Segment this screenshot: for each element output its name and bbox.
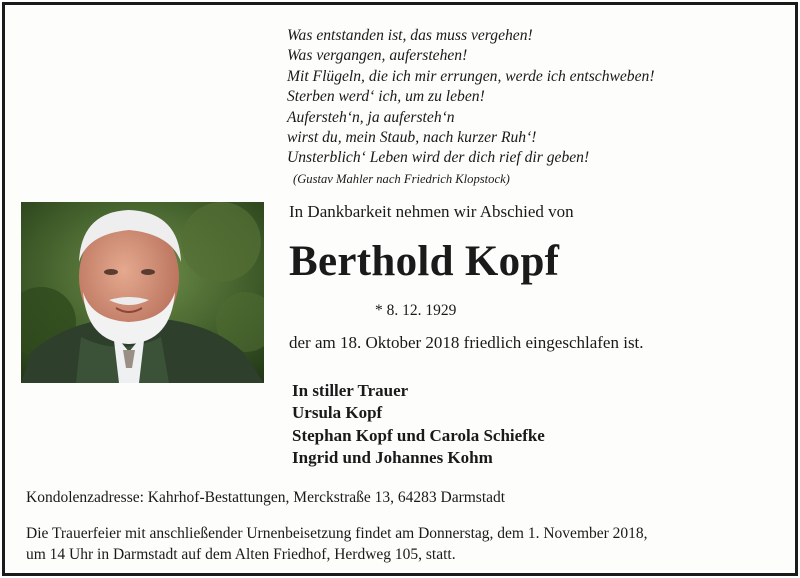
mourner-name: Stephan Kopf und Carola Schiefke	[292, 425, 545, 445]
poem-line: Aufersteh‘n, ja aufersteh‘n	[287, 108, 455, 126]
mourners-list	[292, 380, 545, 470]
condolence-address: Kondolenzadresse: Kahrhof-Bestattungen, Merckstraße 13, 64283 Darmstadt	[26, 489, 506, 506]
intro-text: In Dankbarkeit nehmen wir Abschied von	[289, 202, 574, 221]
poem-line: Mit Flügeln, die ich mir errungen, werde ich entschweben!	[287, 67, 655, 85]
service-line: Die Trauerfeier mit anschließender Urnenbeisetzung findet am Donnerstag, dem 1. November 2018,	[26, 525, 648, 542]
service-info	[26, 524, 648, 565]
poem-line: Unsterblich‘ Leben wird der dich rief dir geben!	[287, 149, 590, 167]
poem-line: wirst du, mein Staub, nach kurzer Ruh‘!	[287, 129, 537, 147]
mourner-name: Ursula Kopf	[292, 403, 383, 423]
death-text: der am 18. Oktober 2018 friedlich eingeschlafen ist.	[289, 333, 644, 352]
obituary-notice	[2, 2, 798, 576]
poem-line: Sterben werd‘ ich, um zu leben!	[287, 88, 485, 106]
service-line: um 14 Uhr in Darmstadt auf dem Alten Friedhof, Herdweg 105, statt.	[26, 545, 456, 563]
mourners-heading: In stiller Trauer	[292, 381, 409, 400]
poem-line: Was vergangen, auferstehen!	[287, 47, 468, 65]
poem-line: Was entstanden ist, das muss vergehen!	[287, 27, 533, 44]
portrait-photo	[21, 202, 264, 383]
poem	[287, 26, 655, 189]
mourner-name: Ingrid und Johannes Kohm	[292, 448, 493, 468]
birth-date: * 8. 12. 1929	[375, 302, 457, 319]
deceased-name: Berthold Kopf	[289, 238, 560, 285]
poem-source: (Gustav Mahler nach Friedrich Klopstock)	[293, 171, 510, 186]
